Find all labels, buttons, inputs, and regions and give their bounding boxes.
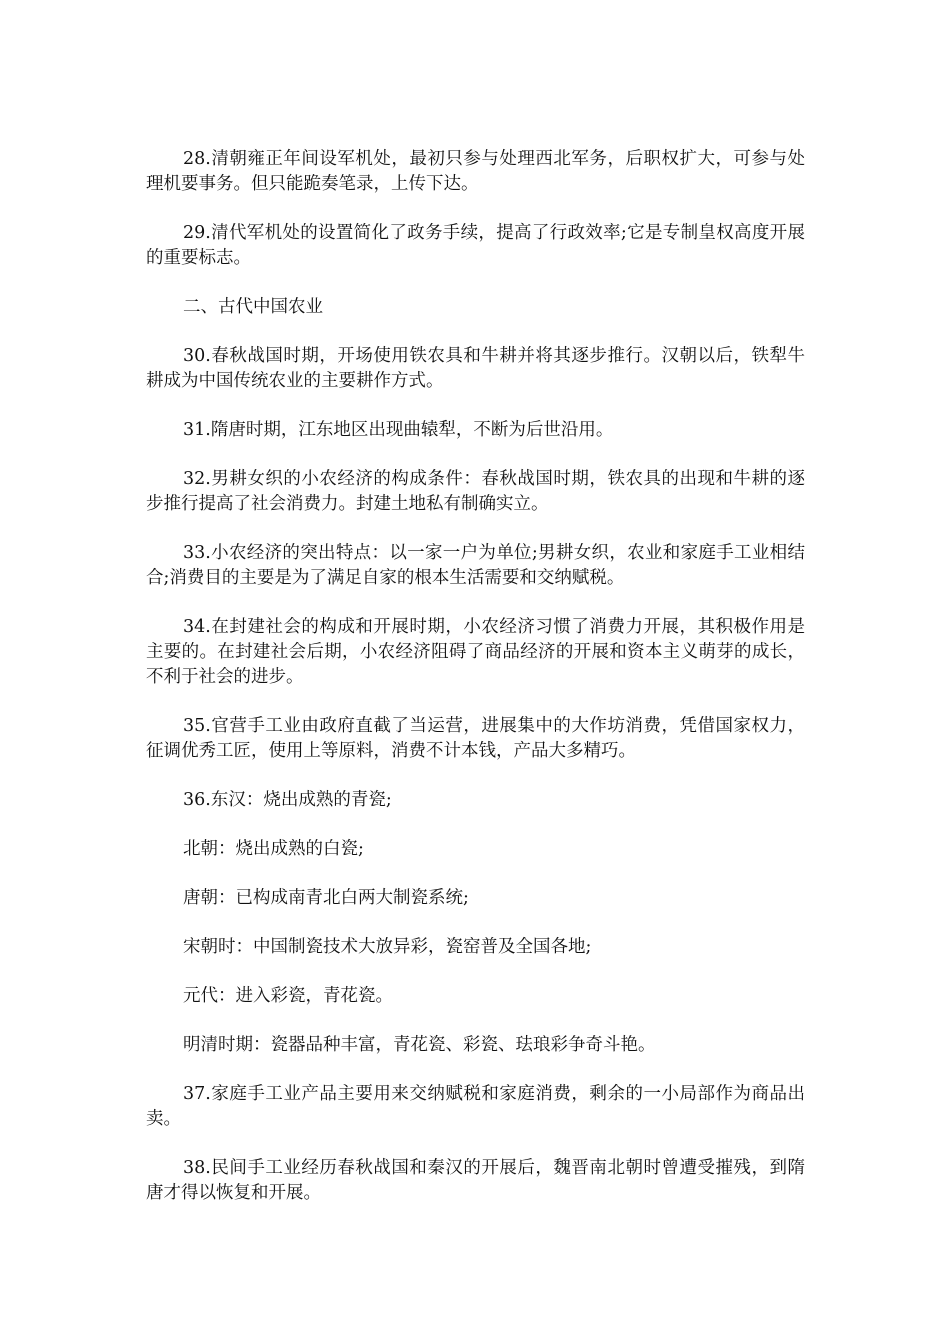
section-heading-agriculture: 二、古代中国农业 bbox=[183, 297, 323, 317]
paragraph-34: 34.在封建社会的构成和开展时期，小农经济习惯了消费力开展，其积极作用是主要的。在封建社会后期，小农经济阻碍了商品经济的开展和资本主义萌芽的成长，不利于社会的进步。 bbox=[146, 617, 805, 687]
paragraph-32: 32.男耕女织的小农经济的构成条件：春秋战国时期，铁农具的出现和牛耕的逐步推行提高了社会消费力。封建土地私有制确实立。 bbox=[146, 469, 805, 514]
paragraph-36-ming-qing: 明清时期：瓷器品种丰富，青花瓷、彩瓷、珐琅彩争奇斗艳。 bbox=[183, 1035, 656, 1055]
paragraph-36-eastern-han: 36.东汉：烧出成熟的青瓷; bbox=[183, 790, 392, 810]
paragraph-28: 28.清朝雍正年间设军机处，最初只参与处理西北军务，后职权扩大，可参与处理机要事务。但只能跪奏笔录，上传下达。 bbox=[146, 149, 805, 194]
paragraph-36-northern-dynasties: 北朝：烧出成熟的白瓷; bbox=[183, 839, 364, 859]
paragraph-33: 33.小农经济的突出特点：以一家一户为单位;男耕女织，农业和家庭手工业相结合;消费目的主要是为了满足自家的根本生活需要和交纳赋税。 bbox=[146, 543, 805, 588]
paragraph-36-tang: 唐朝：已构成南青北白两大制瓷系统; bbox=[183, 888, 469, 908]
paragraph-29: 29.清代军机处的设置简化了政务手续，提高了行政效率;它是专制皇权高度开展的重要标志。 bbox=[146, 223, 805, 268]
paragraph-30: 30.春秋战国时期，开场使用铁农具和牛耕并将其逐步推行。汉朝以后，铁犁牛耕成为中国传统农业的主要耕作方式。 bbox=[146, 346, 805, 391]
paragraph-38: 38.民间手工业经历春秋战国和秦汉的开展后，魏晋南北朝时曾遭受摧残，到隋唐才得以恢复和开展。 bbox=[146, 1158, 805, 1203]
paragraph-37: 37.家庭手工业产品主要用来交纳赋税和家庭消费，剩余的一小局部作为商品出卖。 bbox=[146, 1084, 805, 1129]
paragraph-31: 31.隋唐时期，江东地区出现曲辕犁，不断为后世沿用。 bbox=[183, 420, 614, 440]
document-body bbox=[146, 147, 805, 1230]
paragraph-36-song: 宋朝时：中国制瓷技术大放异彩，瓷窑普及全国各地; bbox=[183, 937, 592, 957]
paragraph-36-yuan: 元代：进入彩瓷，青花瓷。 bbox=[183, 986, 393, 1006]
paragraph-35: 35.官营手工业由政府直截了当运营，进展集中的大作坊消费，凭借国家权力，征调优秀工匠，使用上等原料，消费不计本钱，产品大多精巧。 bbox=[146, 716, 805, 761]
